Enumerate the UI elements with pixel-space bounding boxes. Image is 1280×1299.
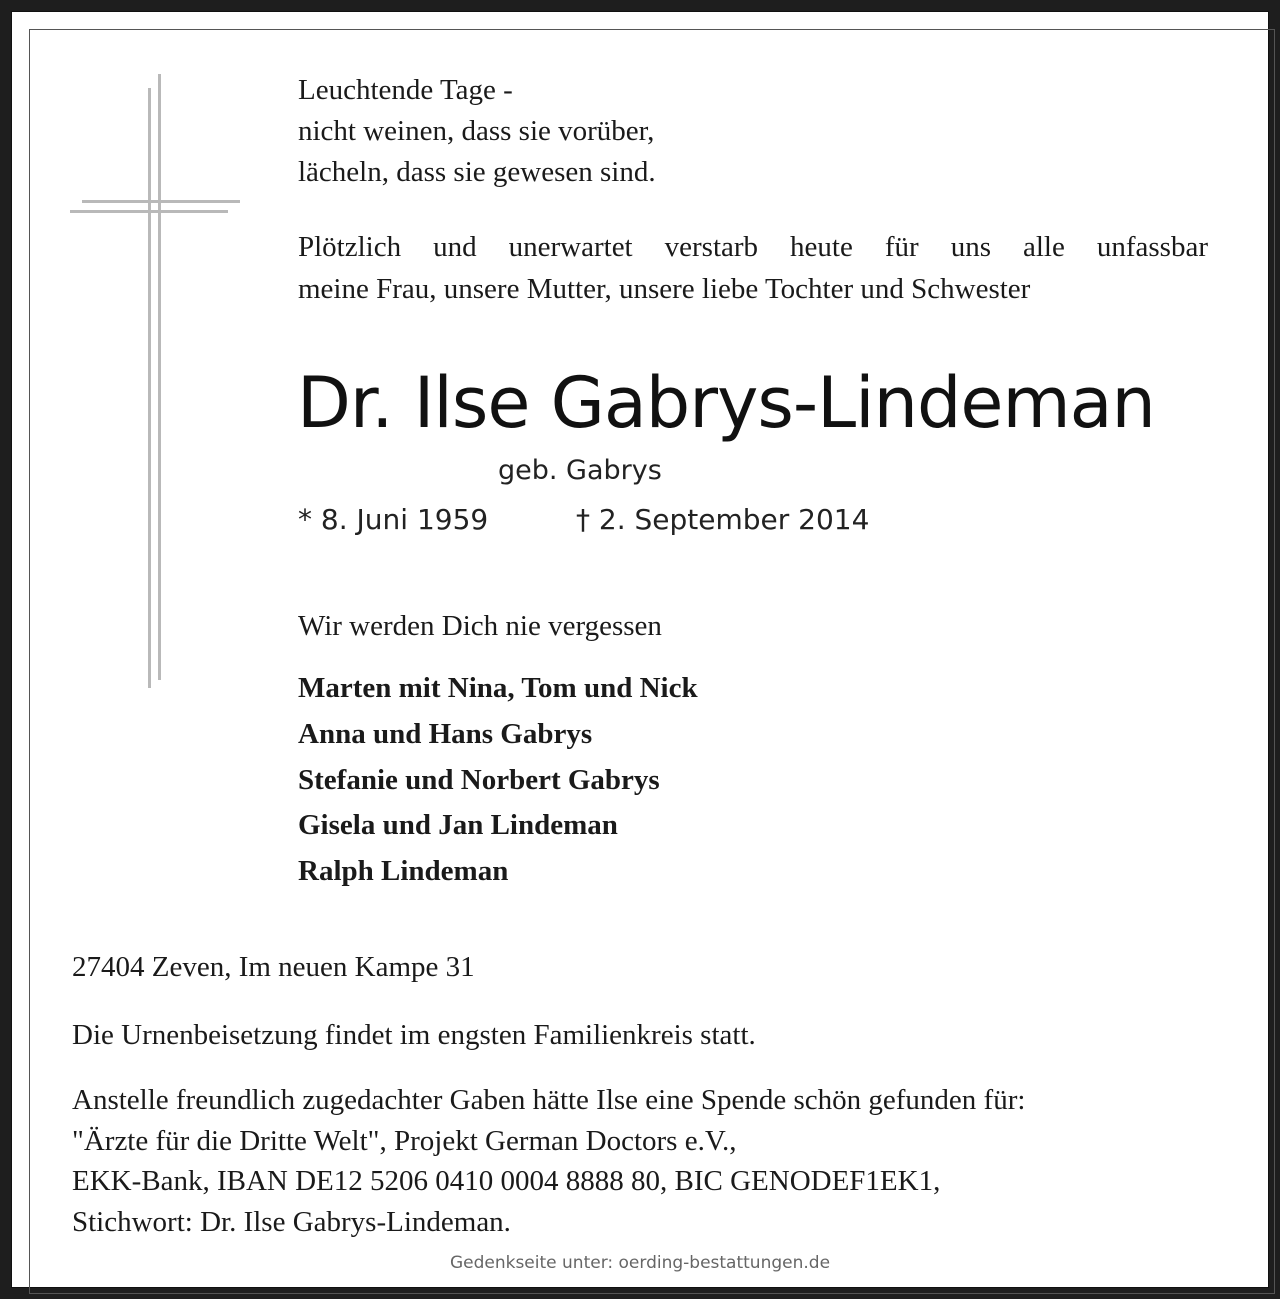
poem [298,70,656,193]
intro-text [298,226,1208,310]
birth-name: geb. Gabrys [498,455,662,486]
mourner: Anna und Hans Gabrys [298,717,593,750]
intro-line: meine Frau, unsere Mutter, unsere liebe Tochter und Schwester [298,273,1031,305]
mourner: Marten mit Nina, Tom und Nick [298,672,698,704]
memorial-page-link: Gedenkseite unter: oerding-bestattungen.de [449,1253,831,1273]
intro-line: Plötzlich und unerwartet verstarb heute für uns alle unfassbar [298,231,1208,263]
poem-line: nicht weinen, dass sie vorüber, [298,115,655,147]
poem-line: lächeln, dass sie gewesen sind. [298,156,656,188]
donation-line: Anstelle freundlich zugedachter Gaben hätte Ilse eine Spende schön gefunden für: [72,1084,1026,1116]
donation-request [72,1080,1212,1242]
address: 27404 Zeven, Im neuen Kampe 31 [72,951,475,983]
mourner: Ralph Lindeman [298,855,509,888]
donation-line: "Ärzte für die Dritte Welt", Projekt German Doctors e.V., [72,1124,737,1157]
donation-line: Stichwort: Dr. Ilse Gabrys-Lindeman. [72,1205,511,1238]
donation-line: EKK-Bank, IBAN DE12 5206 0410 0004 8888 80, BIC GENODEF1EK1, [72,1165,941,1197]
mourners-list [298,666,698,895]
cross-icon [0,0,260,700]
farewell-line: Wir werden Dich nie vergessen [298,610,662,642]
mourner: Gisela und Jan Lindeman [298,809,618,842]
life-dates [298,500,870,540]
birth-date: * 8. Juni 1959 [298,503,489,536]
poem-line: Leuchtende Tage - [298,74,513,106]
burial-notice: Die Urnenbeisetzung findet im engsten Familienkreis statt. [72,1019,756,1051]
deceased-name: Dr. Ilse Gabrys-Lindeman [297,362,1155,444]
death-date: † 2. September 2014 [576,503,870,536]
mourner: Stefanie und Norbert Gabrys [298,763,660,796]
